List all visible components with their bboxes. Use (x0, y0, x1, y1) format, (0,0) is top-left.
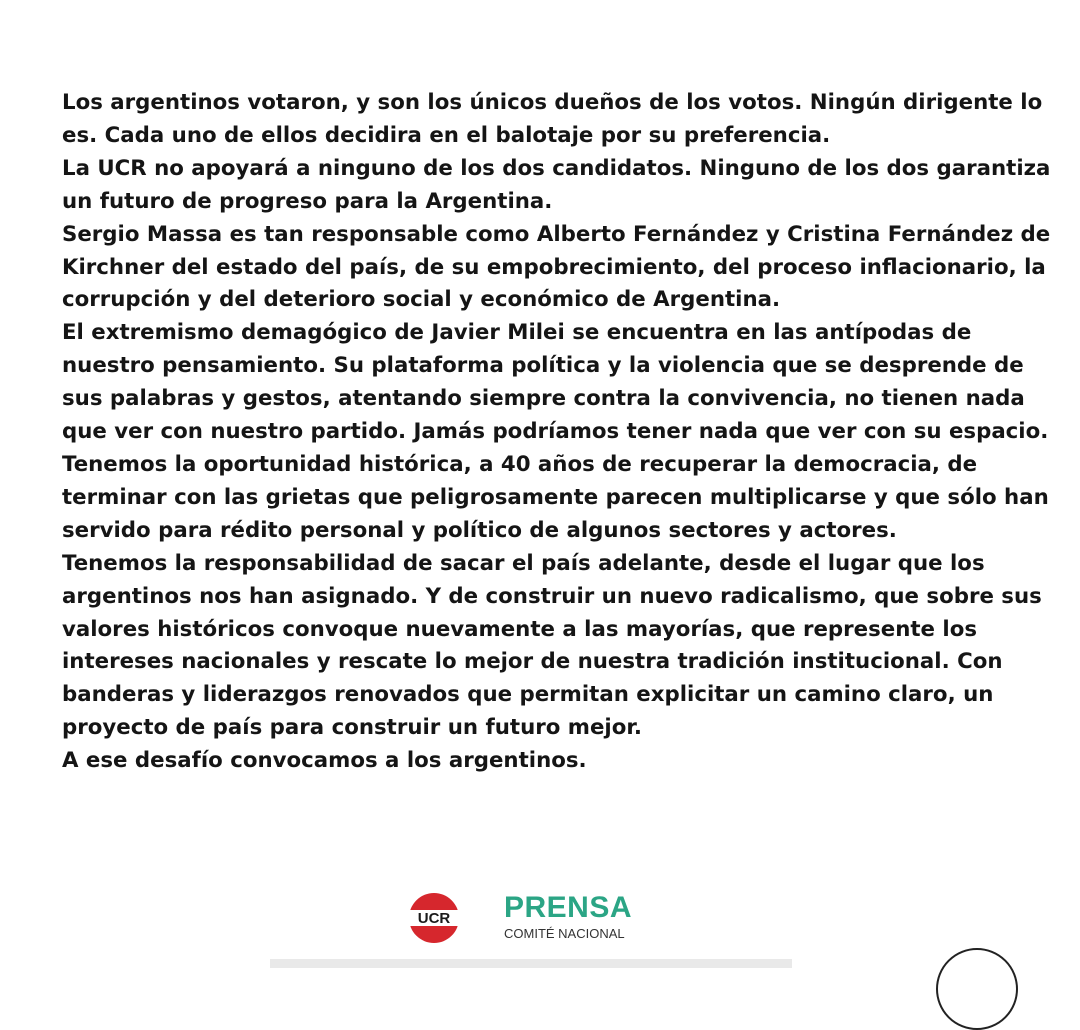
statement-paragraph-2: La UCR no apoyará a ninguno de los dos candidatos. Ninguno de los dos garantiza un futuro de progreso para la Argentina. (62, 155, 1051, 214)
ucr-logo (408, 892, 460, 944)
footer-logos (408, 892, 648, 946)
statement-paragraph-5: Tenemos la oportunidad histórica, a 40 años de recuperar la democracia, de terminar con las grietas que peligrosamente parecen multiplicarse y que sólo han servido para rédito personal y político de algunos sectores y actores. (62, 451, 1049, 543)
press-statement (62, 87, 1052, 778)
floating-action-button[interactable] (936, 948, 1018, 1030)
statement-paragraph-3: Sergio Massa es tan responsable como Alberto Fernández y Cristina Fernández de Kirchner del estado del país, de su empobrecimiento, del proceso inflacionario, la corrupción y del deterioro social y económico de Argentina. (62, 221, 1051, 313)
prensa-logo (504, 892, 654, 946)
prensa-title: PRENSA (504, 891, 633, 924)
prensa-subtitle: COMITÉ NACIONAL (504, 926, 625, 941)
statement-paragraph-4: El extremismo demagógico de Javier Milei se encuentra en las antípodas de nuestro pensamiento. Su plataforma política y la violencia que se desprende de sus palabras y gestos, atentando siempre contra la convivencia, no tienen nada que ver con nuestro partido. Jamás podríamos tener nada que ver con su espacio. (62, 320, 1049, 445)
statement-paragraph-7: A ese desafío convocamos a los argentinos. (62, 748, 587, 774)
bottom-divider (270, 959, 792, 968)
statement-paragraph-1: Los argentinos votaron, y son los únicos dueños de los votos. Ningún dirigente lo es. Cada uno de ellos decidira en el balotaje por su preferencia. (62, 90, 1043, 148)
ucr-logo-text: UCR (417, 910, 451, 927)
statement-paragraph-6: Tenemos la responsabilidad de sacar el país adelante, desde el lugar que los argentinos nos han asignado. Y de construir un nuevo radicalismo, que sobre sus valores históricos convoque nuevamente a las mayorías, que represente los intereses nacionales y rescate lo mejor de nuestra tradición institucional. Con banderas y liderazgos renovados que permitan explicitar un camino claro, un proyecto de país para construir un futuro mejor. (62, 550, 1042, 741)
